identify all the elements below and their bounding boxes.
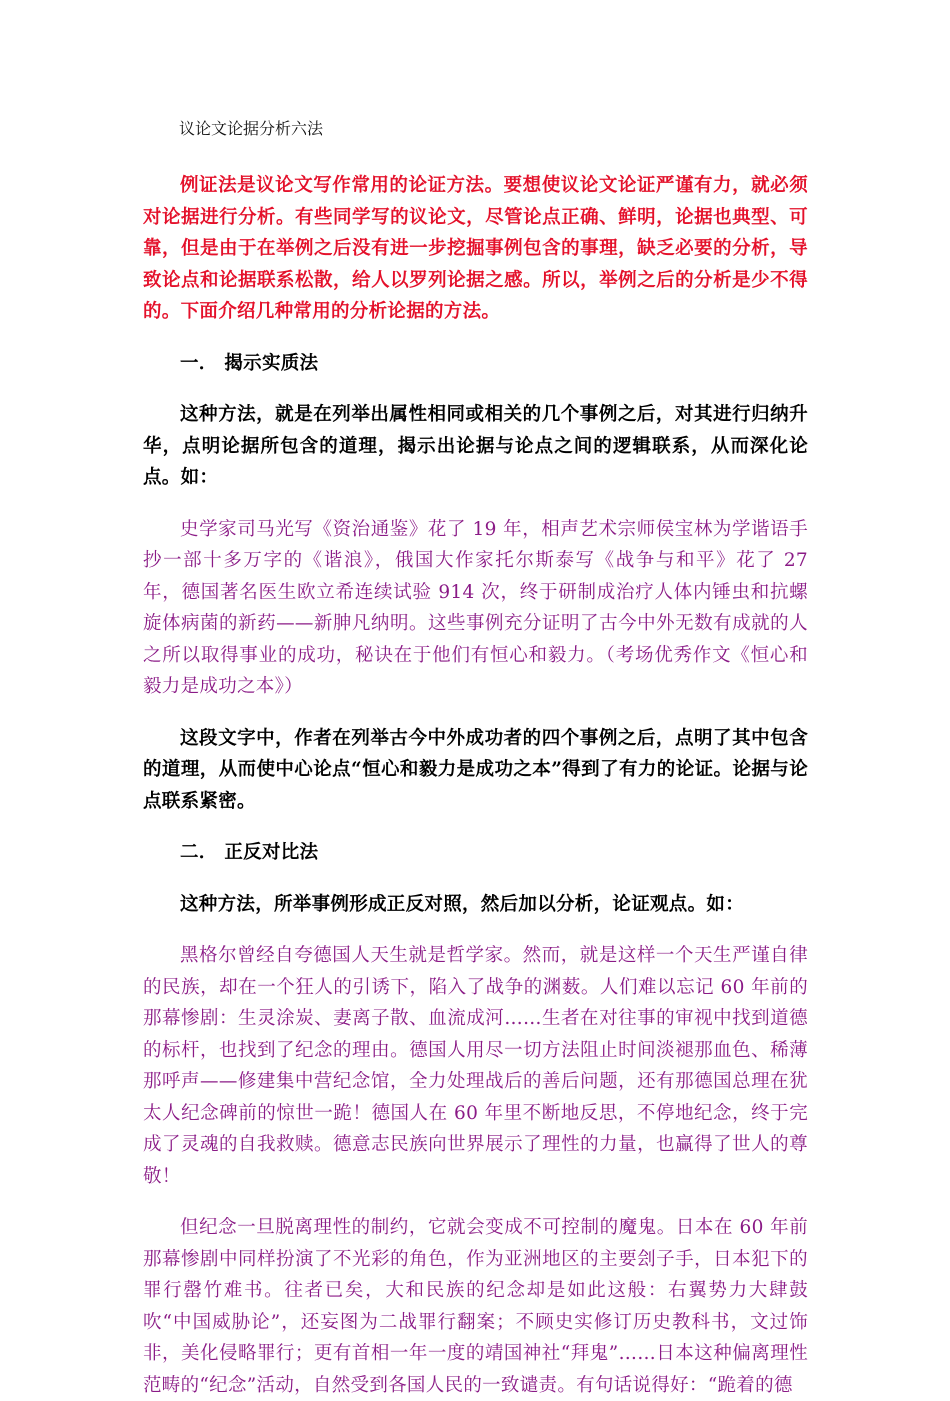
section-2-example-2: 但纪念一旦脱离理性的制约，它就会变成不可控制的魔鬼。日本在 60 年前那幕惨剧中同样扮演了不光彩的角色，作为亚洲地区的主要刽子手，日本犯下的罪行罄竹难书。往者已矣，大和民族的纪念却是如此这般：右翼势力大肆鼓吹“中国威胁论”，还妄图为二战罪行翻案；不顾史实修订历史教科书，文过饰非，美化侵略罪行；更有首相一年一度的靖国神社“拜鬼”……日本这种偏离理性范畴的“纪念”活动，自然受到各国人民的一致谴责。有句话说得好：“跪着的德 xyxy=(143,1217,808,1396)
section-heading-2: 二． 正反对比法 xyxy=(180,842,319,863)
section-1-description: 这种方法，就是在列举出属性相同或相关的几个事例之后，对其进行归纳升华，点明论据所包含的道理，揭示出论据与论点之间的逻辑联系，从而深化论点。如： xyxy=(143,404,808,488)
section-1-analysis: 这段文字中，作者在列举古今中外成功者的四个事例之后，点明了其中包含的道理，从而使中心论点“恒心和毅力是成功之本”得到了有力的论证。论据与论点联系紧密。 xyxy=(143,727,808,812)
section-2-description: 这种方法，所举事例形成正反对照，然后加以分析，论证观点。如： xyxy=(180,893,745,915)
section-2-example-1: 黑格尔曾经自夸德国人天生就是哲学家。然而，就是这样一个天生严谨自律的民族，却在一个狂人的引诱下，陷入了战争的渊薮。人们难以忘记 60 年前的那幕惨剧：生灵涂炭、妻离子散、血流成河……生者在对往事的审视中找到道德的标杆，也找到了纪念的理由。德国人用尽一切方法阻止时间淡褪那血色、稀薄那呼声——修建集中营纪念馆，全力处理战后的善后问题，还有那德国总理在犹太人纪念碑前的惊世一跪！德国人在 60 年里不断地反思，不停地纪念，终于完成了灵魂的自我救赎。德意志民族向世界展示了理性的力量，也赢得了世人的尊敬！ xyxy=(143,945,808,1187)
document-title: 议论文论据分析六法 xyxy=(179,119,324,138)
section-1-example: 史学家司马光写《资治通鉴》花了 19 年，相声艺术宗师侯宝林为学谐语手抄一部十多万字的《谐浪》，俄国大作家托尔斯泰写《战争与和平》花了 27 年，德国著名医生欧立希连续试验 914 次，终于研制成治疗人体内锤虫和抗螺旋体病菌的新药——新胂凡纳明。这些事例充分证明了古今中外无数有成就的人之所以取得事业的成功，秘诀在于他们有恒心和毅力。（考场优秀作文《恒心和毅力是成功之本》） xyxy=(143,518,808,697)
document-page xyxy=(143,118,808,1401)
intro-paragraph: 例证法是议论文写作常用的论证方法。要想使议论文论证严谨有力，就必须对论据进行分析。有些同学写的议论文，尽管论点正确、鲜明，论据也典型、可靠，但是由于在举例之后没有进一步挖掘事例包含的事理，缺乏必要的分析，导致论点和论据联系松散，给人以罗列论据之感。所以，举例之后的分析是少不得的。下面介绍几种常用的分析论据的方法。 xyxy=(143,175,808,322)
section-heading-1: 一． 揭示实质法 xyxy=(180,352,319,374)
